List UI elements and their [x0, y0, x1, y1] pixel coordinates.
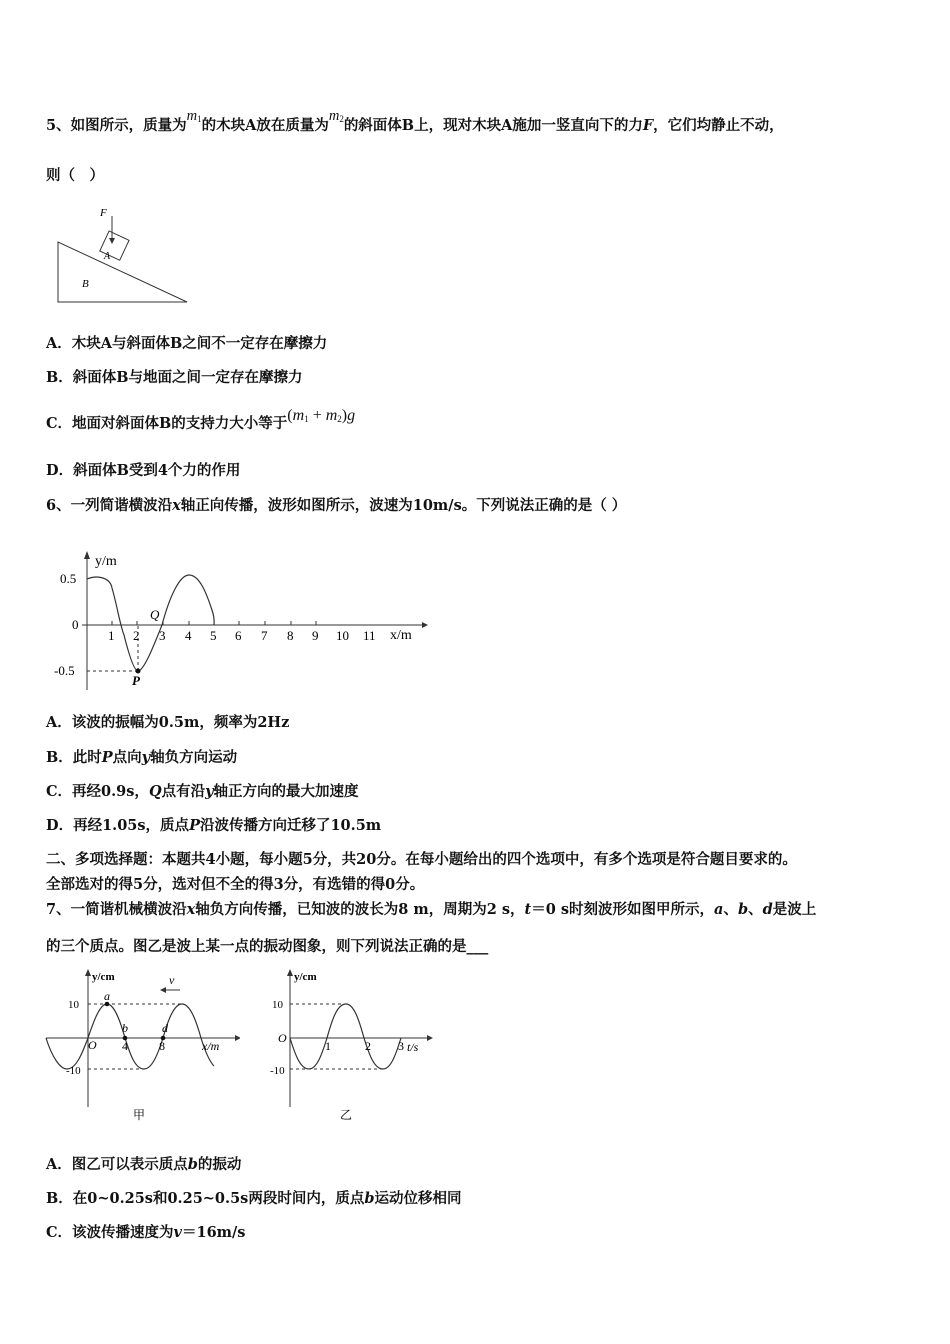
- origin-label: O: [278, 1031, 287, 1045]
- x-tick-label: 10: [336, 628, 349, 643]
- q5-stem-text: 的斜面体B上，现对木块A施加一竖直向下的力: [343, 117, 643, 134]
- x-tick-label: 8: [159, 1039, 165, 1053]
- q5-stem-text: 的木块A放在质量为: [201, 117, 329, 134]
- q6-option-b: B．此时P点向y轴负方向运动: [46, 749, 238, 766]
- q5-stem-line2: 则（ ）: [46, 167, 104, 184]
- q7-graph-jia: [40, 962, 240, 1127]
- velocity-arrowhead: [160, 987, 166, 993]
- x-tick-label: 4: [185, 628, 192, 643]
- q5-stem-text: ，它们均静止不动，: [653, 117, 784, 134]
- x-tick-label: 3: [159, 628, 166, 643]
- t-tick-label: 1: [325, 1039, 331, 1053]
- m1-symbol: $m_1$: [186, 108, 202, 124]
- point-Q-label: Q: [150, 607, 160, 622]
- x-axis-label: x/m: [390, 628, 412, 643]
- x-tick-label: 2: [133, 628, 140, 643]
- q7-option-b: B．在0~0.25s和0.25~0.5s两段时间内，质点b运动位移相同: [46, 1190, 462, 1207]
- q5-option-c: [46, 407, 356, 433]
- x-tick-label: 4: [122, 1039, 128, 1053]
- x-axis-label: x/m: [202, 1039, 220, 1053]
- x-tick-labels: [108, 628, 376, 643]
- y-axis-arrow: [287, 969, 293, 976]
- force-symbol: F: [642, 117, 654, 134]
- point-P-label: P: [132, 673, 140, 688]
- q5-stem-line1: [46, 108, 784, 135]
- point-d-label: d: [162, 1021, 168, 1035]
- t-tick-label: 3: [398, 1039, 404, 1053]
- force-label: F: [100, 207, 107, 219]
- vibration-curve: [290, 1004, 401, 1069]
- q7-option-a: A．图乙可以表示质点b的振动: [46, 1156, 242, 1173]
- t-axis-label: t/s: [407, 1040, 419, 1054]
- y-axis-arrow: [85, 969, 91, 976]
- x-tick-marks: [112, 621, 316, 625]
- support-force-formula: $(m_1 + m_2)g$: [287, 407, 356, 424]
- y-tick-label: 0: [72, 617, 79, 632]
- x-tick-label: 8: [287, 628, 294, 643]
- q6-option-a: A．该波的振幅为0.5m，频率为2Hz: [46, 714, 290, 731]
- t-tick-label: 2: [365, 1039, 371, 1053]
- y-axis-label: y/m: [95, 554, 117, 569]
- q7-option-c: C．该波传播速度为v＝16m/s: [46, 1224, 246, 1241]
- t-axis-arrow: [427, 1035, 433, 1041]
- x-axis-arrow: [422, 622, 428, 628]
- x-tick-label: 11: [363, 628, 376, 643]
- wave-curve: [46, 1004, 214, 1069]
- incline-figure: [50, 200, 200, 312]
- figure-caption-yi: 乙: [340, 1108, 353, 1122]
- y-axis-label: y/cm: [294, 971, 317, 983]
- y-tick-label: -10: [270, 1065, 285, 1077]
- x-tick-label: 6: [235, 628, 242, 643]
- q5-option-b: B．斜面体B与地面之间一定存在摩擦力: [46, 369, 303, 386]
- figure-caption-jia: 甲: [133, 1108, 146, 1122]
- section2-heading-line2: 全部选对的得5分，选对但不全的得3分，有选错的得0分。: [46, 876, 425, 893]
- point-a-label: a: [104, 989, 110, 1003]
- y-axis-arrow: [84, 551, 90, 559]
- section2-heading-line1: 二、多项选择题：本题共4小题，每小题5分，共20分。在每小题给出的四个选项中，有多个选项是符合题目要求的。: [46, 851, 797, 868]
- q7-stem-line2: 的三个质点。图乙是波上某一点的振动图象，则下列说法正确的是___: [46, 938, 489, 955]
- x-axis-arrow: [235, 1035, 240, 1041]
- wave-curve: [87, 575, 214, 671]
- q5-option-c-text: C．地面对斜面体B的支持力大小等于: [46, 415, 288, 432]
- x-tick-label: 5: [210, 628, 217, 643]
- q6-wave-graph: [52, 545, 432, 695]
- y-axis-label: y/cm: [92, 971, 115, 983]
- q7-stem-line1: 7、一简谐机械横波沿x轴负方向传播，已知波的波长为8 m，周期为2 s，t＝0 s时刻波形如图甲所示，a、b、d是波上: [46, 901, 817, 918]
- x-tick-label: 7: [261, 628, 268, 643]
- incline-label: B: [82, 278, 89, 290]
- y-tick-label: 10: [272, 999, 283, 1011]
- q6-stem: 6、一列简谐横波沿x轴正向传播，波形如图所示，波速为10m/s。下列说法正确的是（ ）: [46, 497, 627, 514]
- y-tick-label: 10: [68, 999, 79, 1011]
- origin-label: O: [88, 1038, 97, 1052]
- point-b-label: b: [122, 1021, 128, 1035]
- y-tick-label: 0.5: [60, 571, 77, 586]
- m2-symbol: $m_2$: [328, 108, 344, 124]
- velocity-label: v: [169, 973, 175, 987]
- y-tick-label: -0.5: [54, 663, 75, 678]
- y-tick-label: -10: [66, 1065, 81, 1077]
- q5-option-a: A．木块A与斜面体B之间不一定存在摩擦力: [46, 335, 328, 352]
- x-tick-label: 1: [108, 628, 115, 643]
- q5-option-d: D．斜面体B受到4个力的作用: [46, 462, 241, 479]
- block-label: A: [104, 251, 111, 262]
- q6-option-c: C．再经0.9s，Q点有沿y轴正方向的最大加速度: [46, 783, 359, 800]
- q6-option-d: D．再经1.05s，质点P沿波传播方向迁移了10.5m: [46, 817, 382, 834]
- q5-stem-text: 5、如图所示，质量为: [46, 117, 187, 134]
- q7-graph-yi: [262, 962, 442, 1127]
- x-tick-label: 9: [312, 628, 319, 643]
